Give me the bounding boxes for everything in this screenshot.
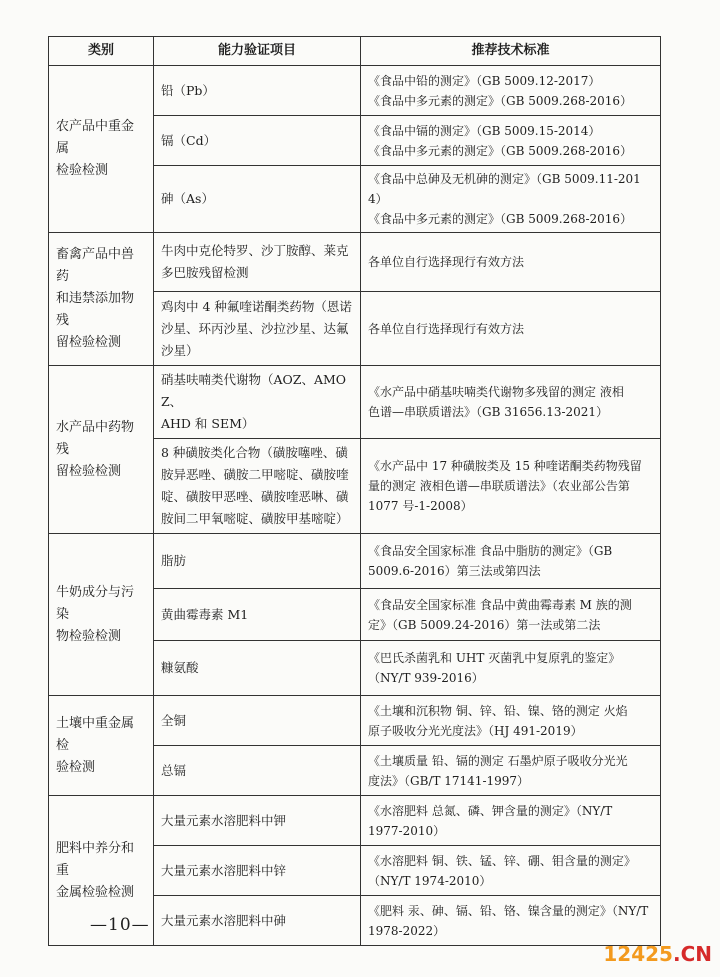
item-cell: 全铜 — [154, 696, 361, 746]
standard-cell: 《水溶肥料 总氮、磷、钾含量的测定》（NY/T 1977-2010） — [361, 796, 661, 846]
standards-table — [48, 36, 661, 946]
category-cell: 畜禽产品中兽药 和违禁添加物残 留检验检测 — [49, 233, 154, 366]
standard-cell: 《食品安全国家标准 食品中黄曲霉毒素 M 族的测 定》（GB 5009.24-2016）第一法或第二法 — [361, 589, 661, 641]
table-row — [49, 696, 661, 746]
standard-cell: 《食品中镉的测定》（GB 5009.15-2014） 《食品中多元素的测定》（GB 5009.268-2016） — [361, 116, 661, 166]
header-standard: 推荐技术标准 — [361, 37, 661, 66]
page-number: —10— — [90, 915, 150, 935]
category-cell: 水产品中药物残 留检验检测 — [49, 366, 154, 534]
item-cell: 大量元素水溶肥料中砷 — [154, 896, 361, 946]
header-item: 能力验证项目 — [154, 37, 361, 66]
standard-cell: 《水溶肥料 铜、铁、锰、锌、硼、钼含量的测定》 （NY/T 1974-2010） — [361, 846, 661, 896]
item-cell: 鸡肉中 4 种氟喹诺酮类药物（恩诺 沙星、环丙沙星、沙拉沙星、达氟 沙星） — [154, 292, 361, 366]
item-cell: 总镉 — [154, 746, 361, 796]
table-row — [49, 366, 661, 439]
watermark-domain: .CN — [672, 942, 712, 966]
table-row — [49, 534, 661, 589]
standard-cell: 各单位自行选择现行有效方法 — [361, 292, 661, 366]
item-cell: 砷（As） — [154, 166, 361, 233]
watermark-number: 12425 — [603, 942, 673, 966]
item-cell: 糠氨酸 — [154, 641, 361, 696]
item-cell: 牛肉中克伦特罗、沙丁胺醇、莱克 多巴胺残留检测 — [154, 233, 361, 292]
table-body — [49, 66, 661, 946]
item-cell: 镉（Cd） — [154, 116, 361, 166]
standard-cell: 《巴氏杀菌乳和 UHT 灭菌乳中复原乳的鉴定》 （NY/T 939-2016） — [361, 641, 661, 696]
item-cell: 8 种磺胺类化合物（磺胺噻唑、磺 胺异恶唑、磺胺二甲嘧啶、磺胺喹 啶、磺胺甲恶唑、磺胺喹恶啉、磺 胺间二甲氧嘧啶、磺胺甲基嘧啶） — [154, 439, 361, 534]
standard-cell: 《水产品中 17 种磺胺类及 15 种喹诺酮类药物残留 量的测定 液相色谱—串联质谱法》（农业部公告第 1077 号-1-2008） — [361, 439, 661, 534]
table-row — [49, 66, 661, 116]
standard-cell: 各单位自行选择现行有效方法 — [361, 233, 661, 292]
standard-cell: 《水产品中硝基呋喃类代谢物多残留的测定 液相 色谱—串联质谱法》（GB 31656.13-2021） — [361, 366, 661, 439]
category-cell: 牛奶成分与污染 物检验检测 — [49, 534, 154, 696]
category-cell: 农产品中重金属 检验检测 — [49, 66, 154, 233]
item-cell: 硝基呋喃类代谢物（AOZ、AMOZ、 AHD 和 SEM） — [154, 366, 361, 439]
watermark-logo — [603, 942, 712, 966]
table-row — [49, 796, 661, 846]
table-row — [49, 233, 661, 292]
item-cell: 黄曲霉毒素 M1 — [154, 589, 361, 641]
item-cell: 大量元素水溶肥料中钾 — [154, 796, 361, 846]
standard-cell: 《肥料 汞、砷、镉、铅、铬、镍含量的测定》（NY/T 1978-2022） — [361, 896, 661, 946]
standard-cell: 《土壤和沉积物 铜、锌、铅、镍、铬的测定 火焰 原子吸收分光光度法》（HJ 491-2019） — [361, 696, 661, 746]
item-cell: 大量元素水溶肥料中锌 — [154, 846, 361, 896]
item-cell: 脂肪 — [154, 534, 361, 589]
standard-cell: 《食品中铅的测定》（GB 5009.12-2017） 《食品中多元素的测定》（GB 5009.268-2016） — [361, 66, 661, 116]
category-cell: 土壤中重金属检 验检测 — [49, 696, 154, 796]
standard-cell: 《土壤质量 铅、镉的测定 石墨炉原子吸收分光光 度法》（GB/T 17141-1997） — [361, 746, 661, 796]
item-cell: 铅（Pb） — [154, 66, 361, 116]
table-header-row — [49, 37, 661, 66]
header-category: 类别 — [49, 37, 154, 66]
standard-cell: 《食品安全国家标准 食品中脂肪的测定》（GB 5009.6-2016）第三法或第四法 — [361, 534, 661, 589]
category-cell: 肥料中养分和重 金属检验检测 — [49, 796, 154, 946]
standard-cell: 《食品中总砷及无机砷的测定》（GB 5009.11-2014） 《食品中多元素的测定》（GB 5009.268-2016） — [361, 166, 661, 233]
